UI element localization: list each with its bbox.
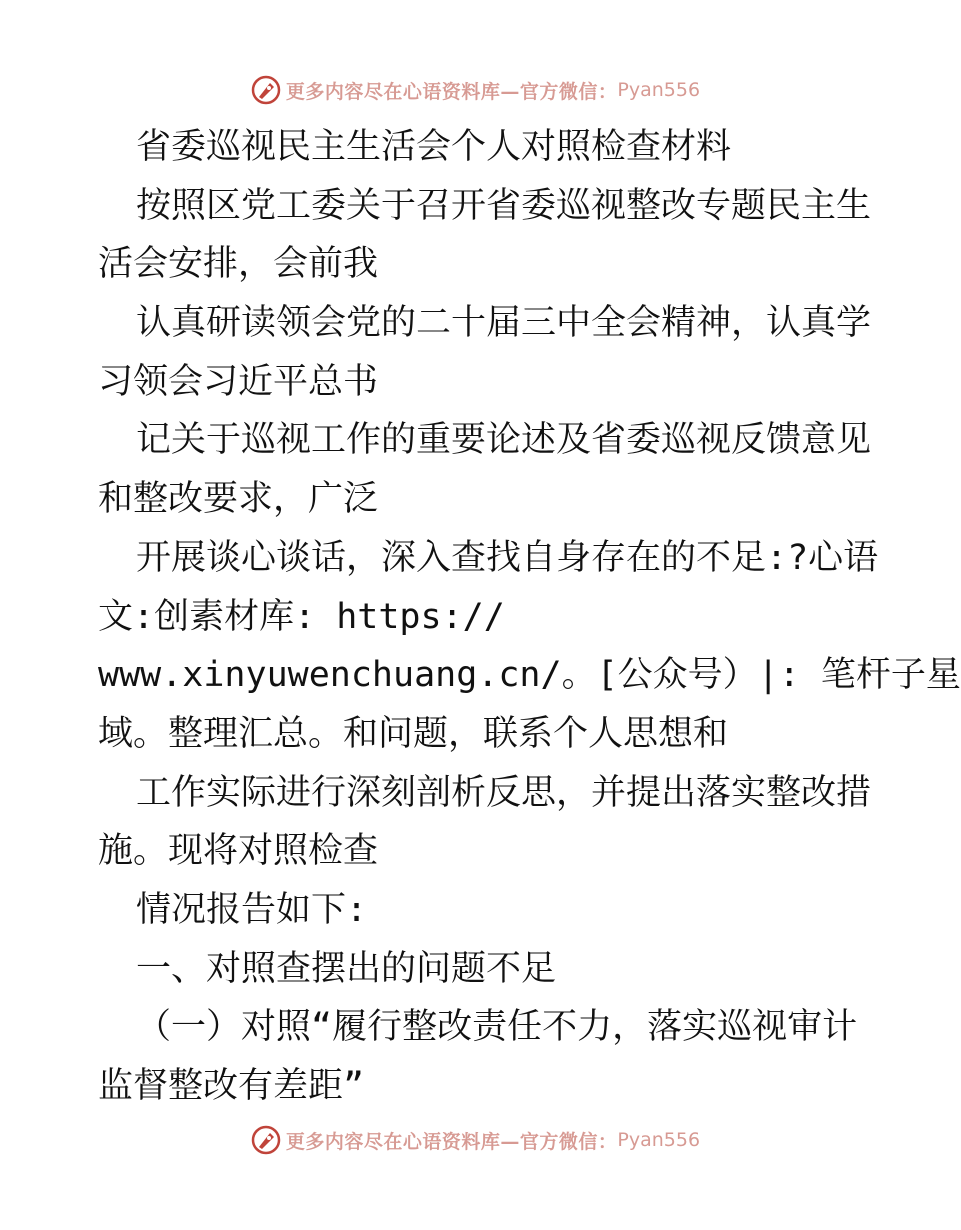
text-line: 情况报告如下: <box>136 889 368 930</box>
text-line: 开展谈心谈话，深入查找自身存在的不足:?心语 <box>136 537 879 578</box>
banner-text: 更多内容尽在心语资料库—官方微信： <box>285 80 618 103</box>
paragraph-lines <box>98 177 961 1116</box>
document-title: 省委巡视民主生活会个人对照检查材料 <box>136 127 732 167</box>
banner-wechat-id: Pyan556 <box>617 79 701 101</box>
footer-banner <box>0 1120 950 1160</box>
text-line: 习领会习近平总书 <box>98 361 379 402</box>
text-line: 文:创素材库: https:// <box>98 596 505 637</box>
banner-wechat-id: Pyan556 <box>617 1129 701 1151</box>
text-line: 按照区党工委关于召开省委巡视整改专题民主生 <box>136 185 872 226</box>
text-line: 工作实际进行深刻剖析反思，并提出落实整改措 <box>136 772 872 813</box>
text-line: 域。整理汇总。和问题，联系个人思想和 <box>98 713 729 754</box>
document-body <box>98 118 961 1116</box>
text-line: 和整改要求，广泛 <box>98 479 379 520</box>
text-line: 活会安排，会前我 <box>98 244 379 285</box>
header-banner <box>0 70 950 110</box>
text-line: 认真研读领会党的二十届三中全会精神，认真学 <box>136 303 872 344</box>
text-line: 一、对照查摆出的问题不足 <box>136 948 557 989</box>
banner-text: 更多内容尽在心语资料库—官方微信： <box>285 1130 618 1153</box>
text-line: 监督整改有差距” <box>98 1066 365 1106</box>
pen-nib-circle-logo <box>250 74 282 106</box>
text-line: 施。现将对照检查 <box>98 831 379 872</box>
text-line: （一）对照“履行整改责任不力，落实巡视审计 <box>136 1007 858 1048</box>
pen-nib-circle-logo <box>250 1124 282 1156</box>
text-line: www.xinyuwenchuang.cn/。[公众号）|: 笔杆子星 <box>98 655 961 696</box>
text-line: 记关于巡视工作的重要论述及省委巡视反馈意见 <box>136 420 872 461</box>
